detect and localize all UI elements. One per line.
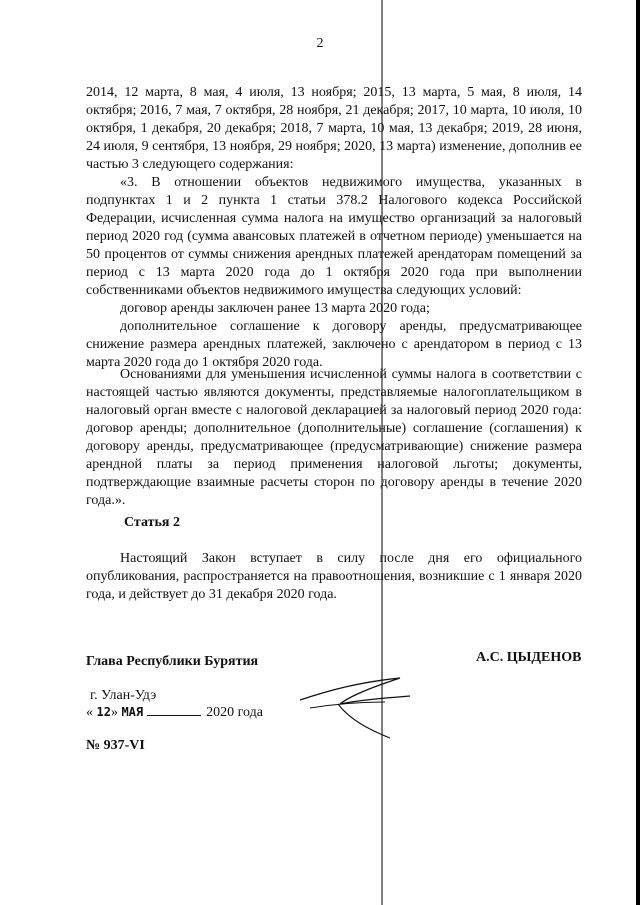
signatory-title: Глава Республики Бурятия [86, 654, 259, 669]
article-2-text [86, 550, 582, 604]
date-open-quote: « [86, 705, 93, 720]
paragraph: «3. В отношении объектов недвижимого имущества, указанных в подпунктах 1 и 2 пункта 1 статьи 378.2 Налогового кодекса Российской Федерации, исчисленная сумма налога на имущество организаций за налоговый период 2020 год (сумма авансовых платежей в отчетном периоде) уменьшается на 50 процентов от суммы снижения арендных платежей арендаторам помещений за период с 13 марта 2020 года до 1 октября 2020 года при выполнении собственниками объектов недвижимого имущества следующих условий: [86, 175, 582, 298]
grounds-paragraph-block [86, 366, 582, 510]
paragraph: дополнительное соглашение к договору аренды, предусматривающее снижение размера арендных платежей, заключено с арендатором в период с 13 марта 2020 года до 1 октября 2020 года. [86, 319, 582, 370]
page-number: 2 [316, 36, 324, 51]
date-month: МАЯ [121, 705, 144, 719]
paragraph: Основаниями для уменьшения исчисленной суммы налога в соответствии с настоящей частью являются документы, представляемые налогоплательщиком в налоговый орган вместе с налоговой декларацией за налоговый период 2020 года: договор аренды; дополнительное (дополнительные) соглашение (соглашения) к договору аренды, предусматривающее (предусматривающие) снижение размера арендной платы за период применения налоговой льготы; документы, подтверждающие взаимные расчеты сторон по договору аренды в течение 2020 года.». [86, 367, 582, 508]
paragraph: договор аренды заключен ранее 13 марта 2020 года; [120, 301, 430, 316]
signatory-name: А.С. ЦЫДЕНОВ [476, 650, 582, 665]
law-number: № 937-VI [86, 738, 145, 753]
signing-date [86, 705, 263, 721]
date-close-quote: » [110, 705, 118, 720]
article-1-continuation [86, 84, 582, 372]
article-heading: Статья 2 [124, 515, 180, 530]
scan-edge [636, 0, 640, 905]
paragraph: Настоящий Закон вступает в силу после дня его официального опубликования, распространяется на правоотношения, возникшие с 1 января 2020 года, и действует до 31 декабря 2020 года. [86, 551, 582, 602]
paragraph: 2014, 12 марта, 8 мая, 4 июля, 13 ноября; 2015, 13 марта, 5 мая, 8 июля, 14 октября; 2016, 7 мая, 7 октября, 28 ноября, 21 декабря; 2017, 10 марта, 10 июля, 10 октября, 1 декабря, 20 декабря; 2018, 7 марта, 10 мая, 13 декабря; 2019, 28 июня, 24 июля, 9 сентября, 13 ноября, 29 ноября; 2020, 13 марта) изменение, дополнив ее частью 3 следующего содержания: [86, 85, 582, 172]
place-of-signing: г. Улан-Удэ [90, 688, 157, 703]
date-year: 2020 года [206, 705, 263, 720]
handwritten-signature [290, 660, 450, 740]
date-blank-line [147, 715, 201, 716]
date-day: 12 [96, 705, 111, 719]
